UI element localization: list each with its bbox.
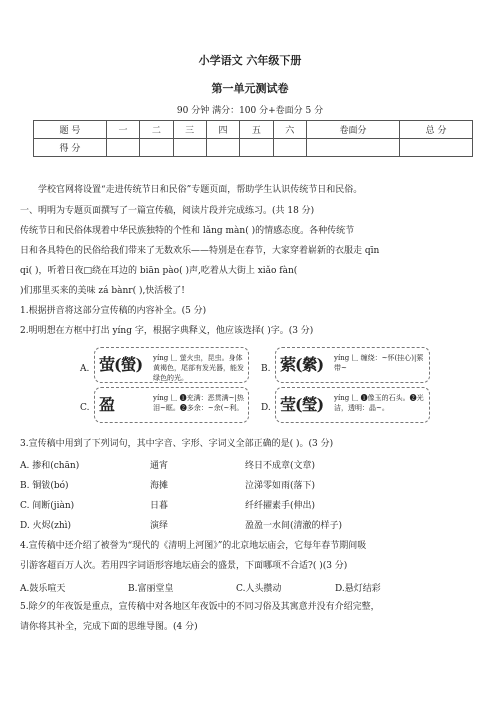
exam-meta: 90 分钟 满分：100 分+卷面分 5 分: [176, 106, 324, 116]
option-word: A. 掺和(chān): [20, 461, 80, 471]
question-1: 1.根据拼音将这部分宣传稿的内容补全。(5 分): [20, 306, 207, 316]
card-option-label: C.: [80, 403, 90, 413]
option-word: 终日不成章(文章): [245, 461, 316, 471]
card-character: 盈: [99, 395, 115, 414]
dictionary-card-a: [94, 347, 249, 383]
score-entry[interactable]: [206, 139, 239, 157]
score-table-entry-row: [34, 139, 473, 157]
score-table: [33, 120, 473, 157]
card-option-label: A.: [80, 364, 90, 374]
q4-option: A.鼓乐喧天: [20, 584, 66, 594]
card-character: 萦(縈): [280, 355, 324, 374]
card-definition: yíng 𠃊 ❶充满：恶贯满~|热泪~眶。❷多余：~余(~利。: [153, 394, 244, 412]
passage-line: qi( )，听着日夜□绕在耳边的 biān pào( )声,吃着从大街上 xiǎo fàn(: [20, 266, 298, 276]
question-3: 3.宣传稿中用到了下列词句，其中字音、字形、字词义全部正确的是( )。(3 分): [20, 439, 334, 449]
dictionary-card-b: [275, 347, 430, 383]
score-cell: 总 分: [400, 121, 473, 139]
score-entry[interactable]: [306, 139, 399, 157]
score-entry[interactable]: [173, 139, 206, 157]
option-word: 海摊: [150, 481, 169, 491]
option-word: C. 间断(jiàn): [20, 501, 75, 511]
dictionary-card-c: [94, 387, 249, 423]
section-heading: 一、明明为专题页面撰写了一篇宣传稿，阅读片段并完成练习。(共 18 分): [20, 206, 315, 216]
question-5-line: 5.除夕的年夜饭是重点，宣传稿中对各地区年夜饭中的不同习俗及其寓意并没有介绍完整，: [20, 602, 380, 612]
passage-line: 日和各具特色的民俗给我们带来了无数欢乐——特别是在春节，大家穿着崭新的衣服走 qīn: [20, 246, 380, 256]
score-cell: 五: [240, 121, 273, 139]
score-cell: 二: [140, 121, 173, 139]
option-word: D. 火烬(zhì): [20, 521, 72, 531]
dictionary-cards: [80, 343, 425, 423]
score-entry[interactable]: [400, 139, 473, 157]
option-word: 通宵: [150, 461, 169, 471]
intro-text: 学校官网将设置“走进传统节日和民俗”专题页面，帮助学生认识传统节日和民俗。: [38, 185, 363, 195]
passage-line: 传统节日和民俗体现着中华民族独特的个性和 lǎng màn( )的情感态度。各种传统节: [20, 226, 355, 236]
score-cell: 卷面分: [306, 121, 399, 139]
q4-option: D.悬灯结彩: [335, 584, 381, 594]
question-4-line: 4.宣传稿中还介绍了被誉为“现代的《清明上河图》”的北京地坛庙会，它每年春节期间吸: [20, 541, 367, 551]
passage-line: )们那里买来的美味 zá bànr( ),快活极了!: [20, 286, 185, 296]
q4-option: C.人头攒动: [236, 584, 282, 594]
option-word: 演绎: [150, 521, 169, 531]
option-word: B. 铜钹(bó): [20, 481, 69, 491]
card-character: 莹(瑩): [280, 395, 324, 414]
option-word: 泣涕零如雨(落下): [245, 481, 316, 491]
score-entry[interactable]: [240, 139, 273, 157]
dictionary-card-d: [275, 387, 430, 423]
q4-option: B.富丽堂皇: [128, 584, 174, 594]
card-definition: yíng 𠃊 ❶像玉的石头。❷光洁，透明：晶~。: [334, 394, 424, 412]
question-4-line: 引游客超百万人次。若用四字词语形容地坛庙会的盛景，下面哪项不合适?( )(3 分): [20, 561, 348, 571]
card-option-label: D.: [261, 403, 271, 413]
page-title: 小学语文 六年级下册: [198, 54, 302, 67]
option-word: 日暮: [150, 501, 169, 511]
exam-title: 第一单元测试卷: [211, 82, 289, 95]
card-definition: yíng 𠃊 萤火虫，昆虫。身体黄褐色，尾部有发光器，能发绿色的光。: [153, 354, 244, 382]
option-word: 纤纤擢素手(伸出): [245, 501, 316, 511]
score-entry[interactable]: [106, 139, 139, 157]
score-entry[interactable]: [140, 139, 173, 157]
card-character: 萤(螢): [99, 355, 143, 374]
score-cell: 一: [106, 121, 139, 139]
score-cell: 题 号: [34, 121, 107, 139]
card-option-label: B.: [261, 364, 271, 374]
score-table-header-row: [34, 121, 473, 139]
score-cell: 六: [273, 121, 306, 139]
card-definition: yíng 𠃊 缠绕：~怀(挂心)|萦带~: [334, 354, 424, 372]
question-5-line: 请你将其补全，完成下面的思维导图。(4 分): [20, 622, 198, 632]
option-word: 盈盈一水间(清澈的样子): [245, 521, 343, 531]
score-row-label: 得 分: [34, 139, 107, 157]
score-entry[interactable]: [273, 139, 306, 157]
question-2: 2.明明想在方框中打出 yíng 字，根据字典释义，他应该选择( )字。(3 分): [20, 326, 314, 336]
score-cell: 三: [173, 121, 206, 139]
score-cell: 四: [206, 121, 239, 139]
